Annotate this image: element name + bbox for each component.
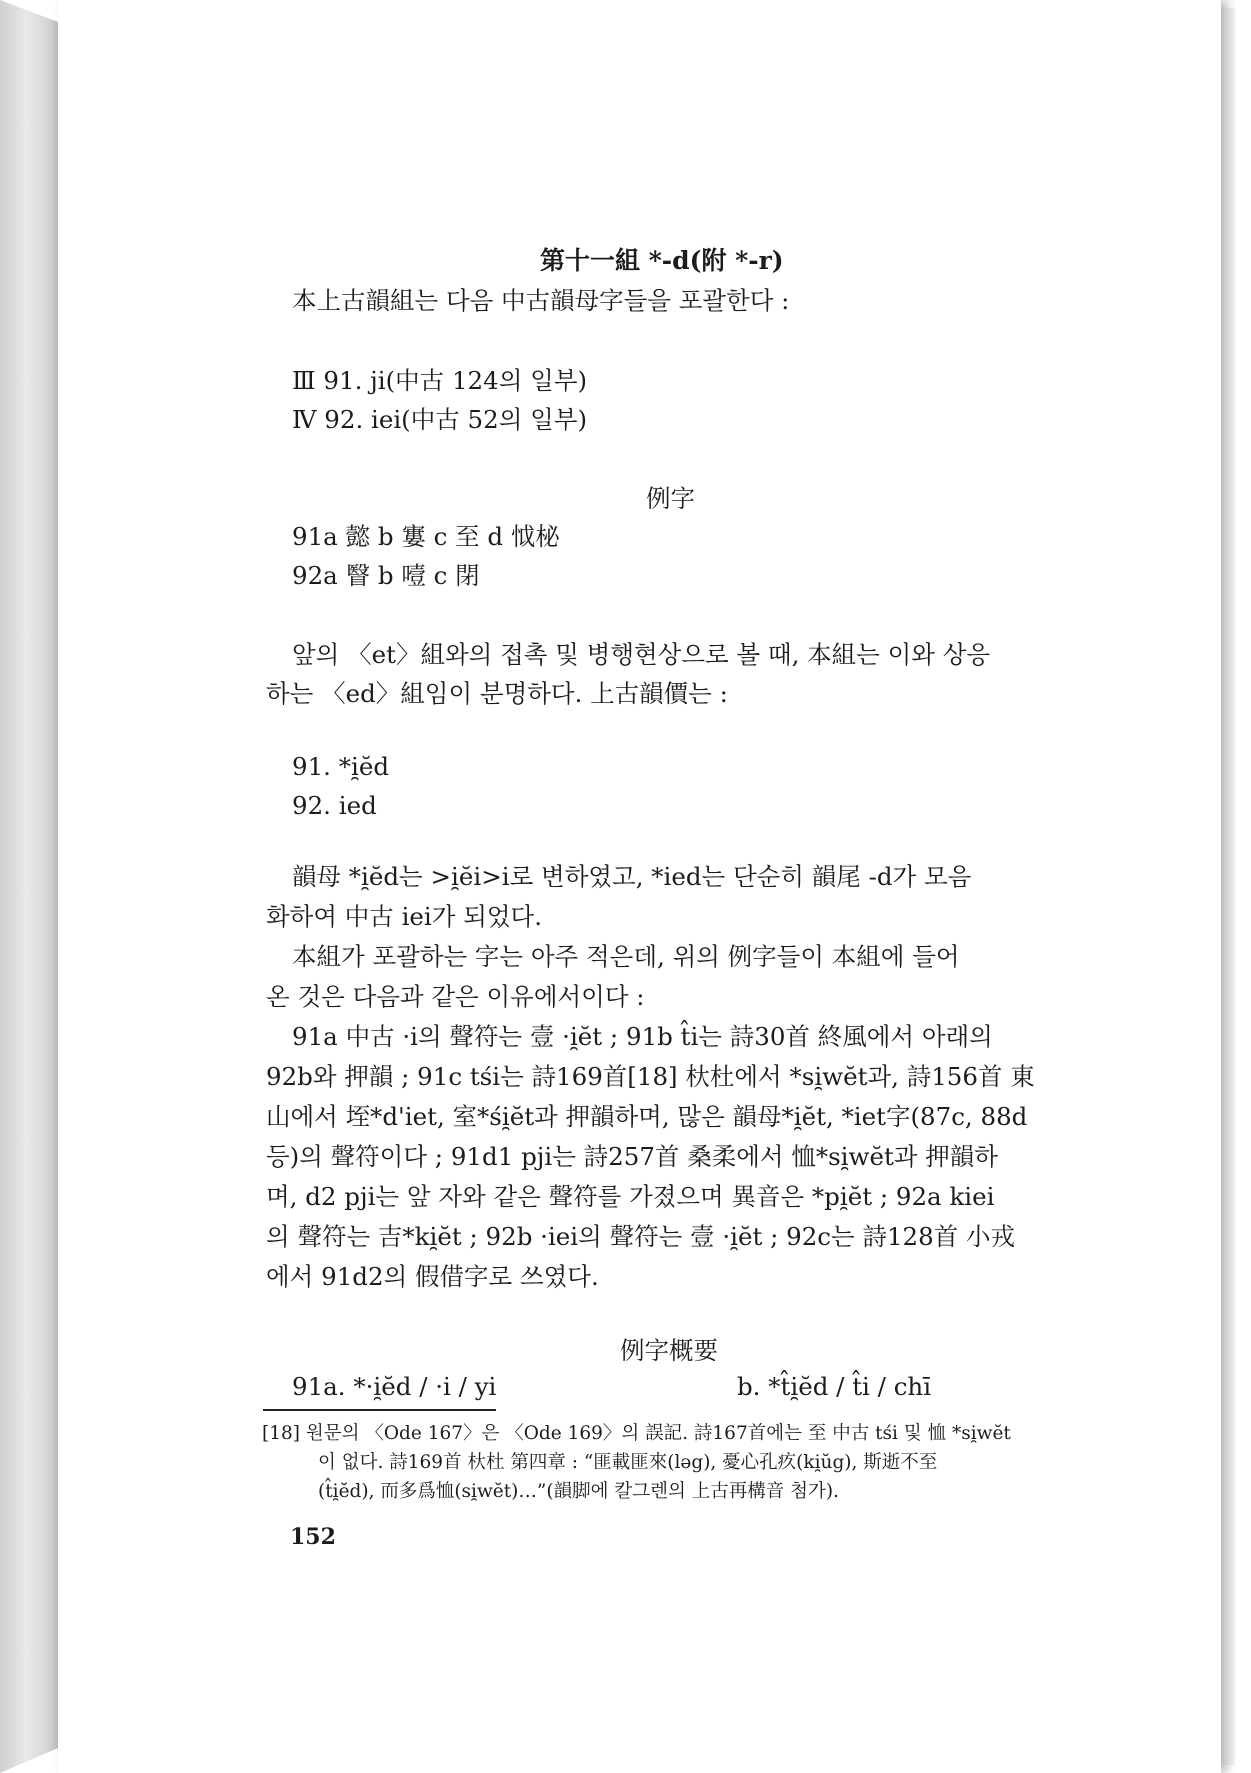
footnote-line: 이 없다. 詩169首 杕杜 第四章 : “匪載匪來(lǝg), 憂心孔疚(ki̯ŭg), 斯逝不至 bbox=[318, 1452, 938, 1473]
paragraph-line: 온 것은 다음과 같은 이유에서이다 : bbox=[266, 982, 645, 1011]
section-title: 第十一組 *-d(附 *-r) bbox=[540, 246, 784, 275]
page-number: 152 bbox=[290, 1524, 336, 1550]
reconstruction-line: 92. ied bbox=[292, 791, 377, 820]
paragraph-line: 등)의 聲符이다 ; 91d1 pji는 詩257首 桑柔에서 恤*si̯wĕt과 押韻하 bbox=[266, 1142, 998, 1171]
example-line: 92a 瞖 b 噎 c 閉 bbox=[292, 561, 480, 590]
paragraph-line: 山에서 垤*d'iet, 室*śi̯ĕt과 押韻하며, 많은 韻母*i̯ĕt, *iet字(87c, 88d bbox=[266, 1102, 1028, 1131]
examples-heading: 例字 bbox=[646, 484, 695, 513]
reconstruction-line: 91. *i̯ĕd bbox=[292, 752, 390, 781]
paragraph-line: 92b와 押韻 ; 91c tśi는 詩169首[18] 杕杜에서 *si̯wĕt과, 詩156首 東 bbox=[266, 1062, 1035, 1091]
paragraph-line: 韻母 *i̯ĕd는 >i̯ĕi>i로 변하였고, *ied는 단순히 韻尾 -d가 모음 bbox=[292, 862, 972, 891]
paragraph-line: 하는 〈ed〉組임이 분명하다. 上古韻價는 : bbox=[266, 679, 728, 708]
intro-line: 本上古韻組는 다음 中古韻母字들을 포괄한다 : bbox=[292, 286, 790, 315]
footnote-line: (t̂i̯ĕd), 而多爲恤(si̯wĕt)…”(韻脚에 칼그렌의 上古再構音 첨가). bbox=[318, 1481, 839, 1502]
paragraph-line: 91a 中古 ·i의 聲符는 壹 ·i̯ĕt ; 91b t̂i는 詩30首 終風에서 아래의 bbox=[292, 1022, 993, 1051]
paragraph-line: 에서 91d2의 假借字로 쓰였다. bbox=[266, 1262, 599, 1291]
final-line: Ⅳ 92. iei(中古 52의 일부) bbox=[292, 405, 588, 434]
summary-entry-a: 91a. *·i̯ĕd / ·i / yi bbox=[292, 1372, 497, 1401]
example-line: 91a 懿 b 寠 c 至 d 怴柲 bbox=[292, 522, 560, 551]
summary-heading: 例字概要 bbox=[620, 1336, 718, 1365]
final-line: Ⅲ 91. ji(中古 124의 일부) bbox=[292, 366, 588, 395]
paragraph-line: 화하여 中古 iei가 되었다. bbox=[266, 902, 542, 931]
summary-entry-b: b. *t̂i̯ĕd / t̂i / chī bbox=[737, 1372, 932, 1401]
paragraph-line: 本組가 포괄하는 字는 아주 적은데, 위의 例字들이 本組에 들어 bbox=[292, 942, 960, 971]
footnote-line: [18] 원문의 〈Ode 167〉은 〈Ode 169〉의 誤記. 詩167首에는 至 中古 tśi 및 恤 *si̯wĕt bbox=[262, 1423, 1011, 1444]
paragraph-line: 의 聲符는 吉*ki̯ĕt ; 92b ·iei의 聲符는 壹 ·i̯ĕt ; 92c는 詩128首 小戎 bbox=[266, 1222, 1016, 1251]
footnote-rule bbox=[263, 1409, 496, 1411]
paragraph-line: 며, d2 pji는 앞 자와 같은 聲符를 가졌으며 異音은 *pi̯ĕt ; 92a kiei bbox=[266, 1182, 995, 1211]
paragraph-line: 앞의 〈et〉組와의 접촉 및 병행현상으로 볼 때, 本組는 이와 상응 bbox=[292, 640, 991, 669]
